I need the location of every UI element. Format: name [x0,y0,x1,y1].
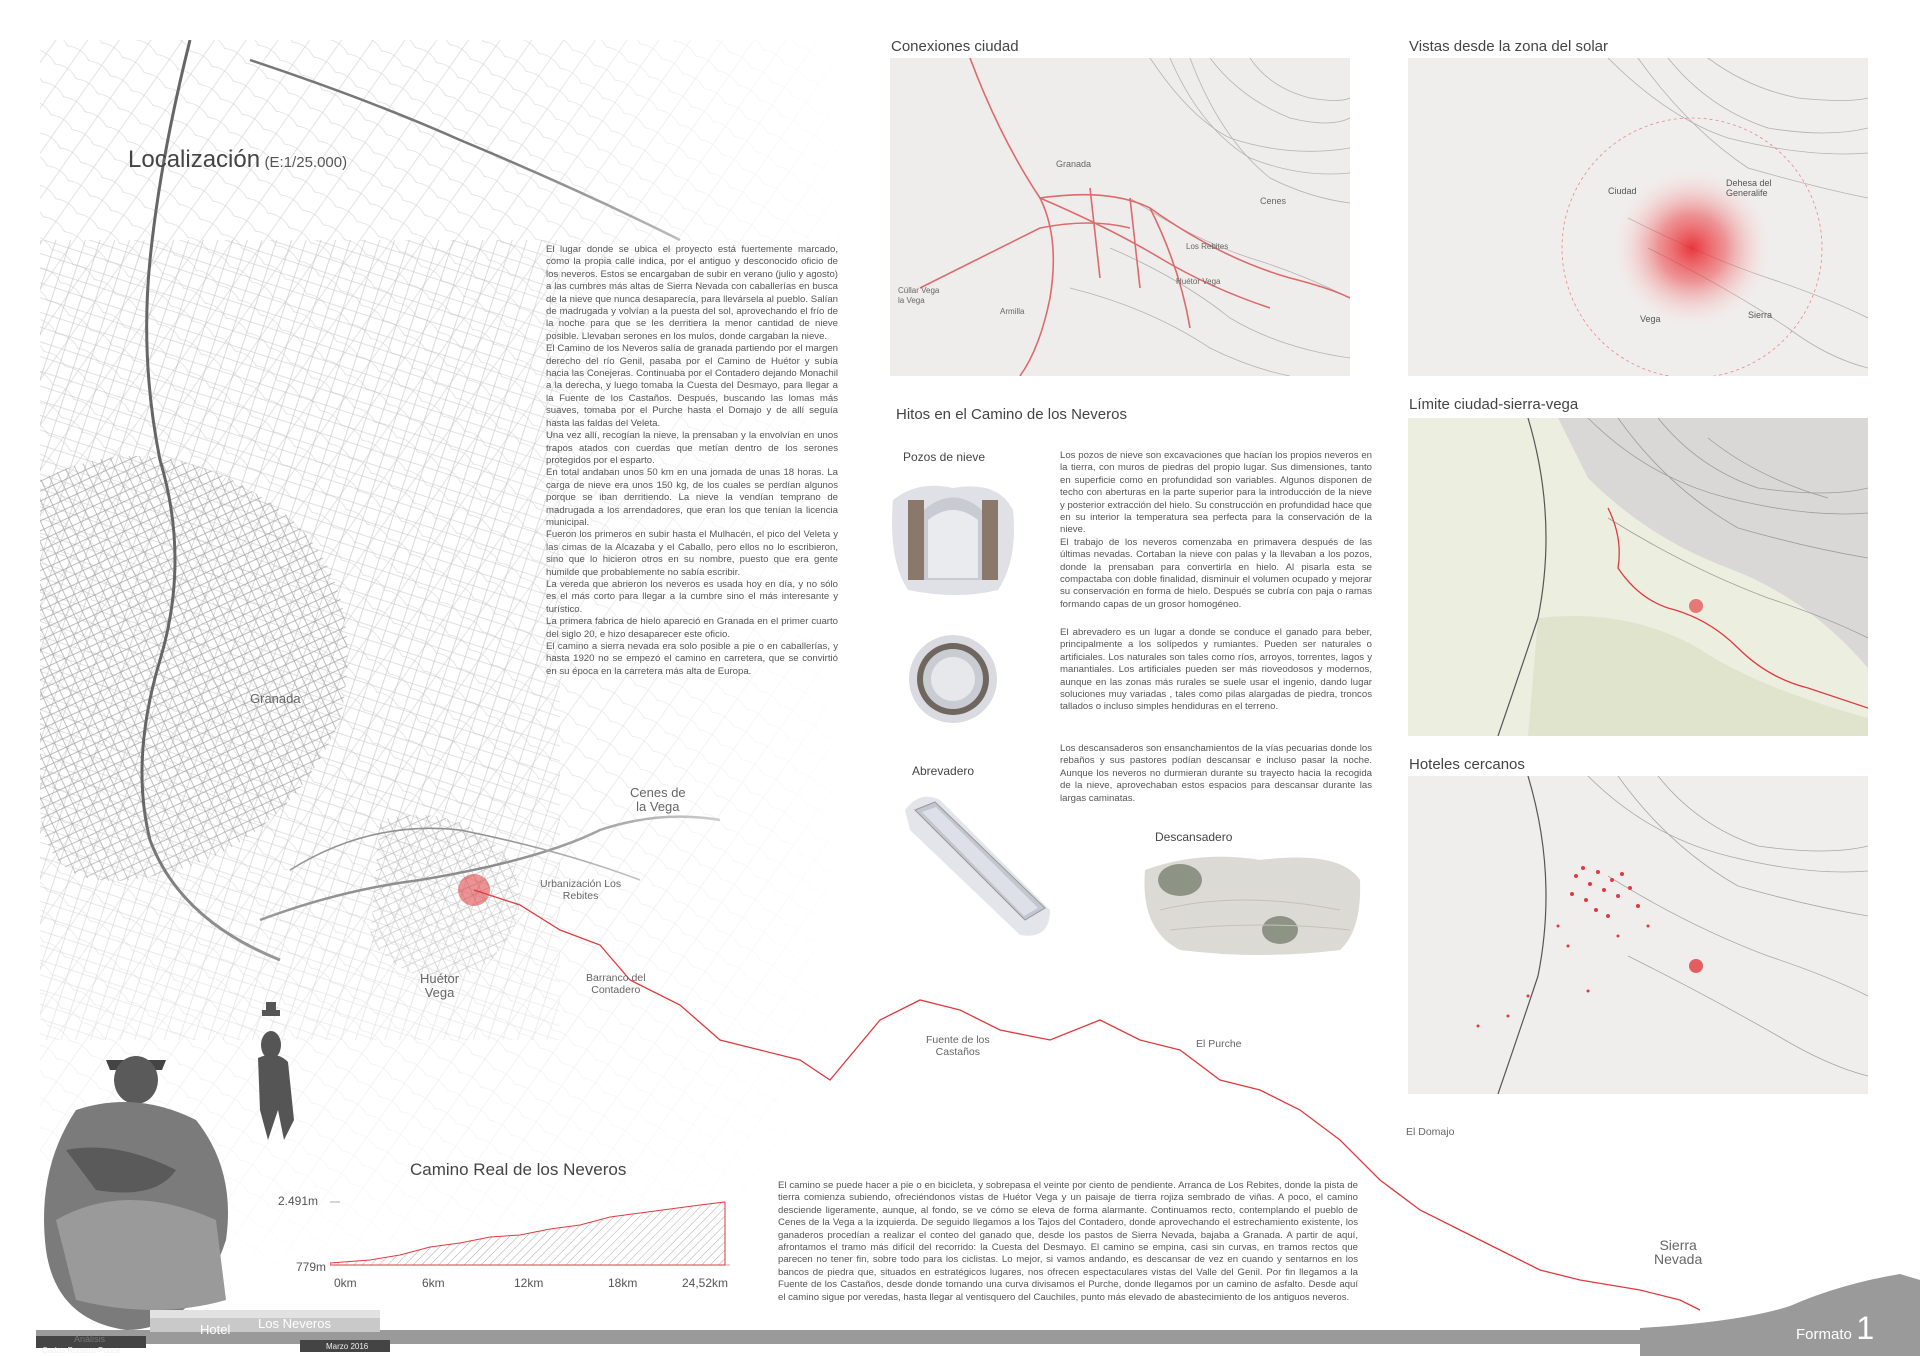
intro-text: El lugar donde se ubica el proyecto está fuertemente marcado, como la propia calle indica, por el antiguo y desconocido oficio de los neveros. Estos se encargaban de subir en verano (julio y agosto) a las cumbres más altas de Sierra Nevada con caballerías en busca de la nieve que nunca desaparecía, para llevársela al pueblo. Salían de madrugada y volvían a la puesta del sol, aprovechando el frío de la noche para que se les derritiera la menor cantidad de nieve posible. Llevaban serones en los mulos, donde cargaban la nieve. El Camino de los Neveros salía de granada partiendo por el margen derecho del río Genil, pasaba por el Camino de Huétor y subía hacia las Conejeras. Continuaba por el Contadero dejando Monachil a la derecha, y luego tomaba la Cuesta del Desmayo, para llegar a la Fuente de los Castaños. Después, buscando las lomas más suaves, tomaba por el Purche hasta el Domajo y de allí seguía hasta las faldas del Veleta. Una vez allí, recogían la nieve, la prensaban y la envolvían en unos trapos atados con cuerdas que metían dentro de los serones protegidos por el esparto. En total andaban unos 50 km en una jornada de unas 18 horas. La carga de nieve era unos 150 kg, de los cuales se perdían algunos porque se iban derritiendo. La nieve la vendían temprano de madrugada a los arrendadores, que eran los que tenían la licencia municipal. Fueron los primeros en subir hasta el Mulhacén, el pico del Veleta y las cimas de la Alcazaba y el Caballo, pero ellos no lo escribieron, sino que lo hicieron otros en su nombre, puesto que era gente humilde que probablemente no sabía escribir. La vereda que abrieron los neveros es usada hoy en día, y no sólo es el más corto para llegar a la cumbre sino el más interesante y turístico. La primera fabrica de hielo apareció en Granada en el primer cuarto del siglo 20, e hizo desaparecer este oficio. El camino a sierra nevada era solo posible a pie o en caballerías, y hasta 1920 no se empezó el camino en carretera, que se convirtió en su época en la carretera más alta de Europa. [546,244,838,677]
limite-map [1408,418,1868,736]
place-granada: Granada [250,691,301,706]
vistas-map [1408,58,1868,376]
descansadero-text: Los descansaderos son ensanchamientos de la vías pecuarias donde los rebaños y sus pastores podían descansar e incluso pasar la noche. Aunque los neveros no durmieran durante su trayecto hacia la recogida de la nieve, aprovechaban estos espacios para descansar durante las largas caminatas. [1060,743,1372,804]
title-scale: (E:1/25.000) [264,154,348,171]
abrevadero-label: Abrevadero [912,764,975,778]
hoteles-title: Hoteles cercanos [1409,756,1525,773]
place-fuente: Fuente de los Castaños [926,1034,990,1058]
place-sierra: Sierra Nevada [1654,1237,1703,1267]
place-cenes: Cenes de la Vega [630,785,686,814]
place-purche: El Purche [1196,1038,1242,1050]
pozos-label: Pozos de nieve [903,450,986,464]
profile-y-top: 2.491m [278,1194,319,1208]
profile-x-0: 0km [334,1276,357,1290]
route-text: El camino se puede hacer a pie o en bicicleta, y sobrepasa el veinte por ciento de pendiente. Arranca de Los Rebites, donde la pista de tierra comienza subiendo, ofreciéndonos vistas de Huétor Vega y un paisaje de tierra rojiza sembrado de viñas. A poco, el camino desciende ligeramente, aunque, al fondo, se ve cómo se eleva de forma alarmante. Continuamos recto, contemplando el pueblo de Cenes de la Vega a la izquierda. De seguido llegamos a los Tajos del Contadero, donde aprovechando el estrechamiento existente, los ganaderos procedían a realizar el conteo del ganado que, desde los pastos de Sierra Nevada, bajaba a Granada. A partir de aquí, afrontamos el tramo más difícil del recorrido: la Cuesta del Desmayo. El camino se empina, casi sin curvas, en tramos rectos que parecen no tener fin, sobre todo para los ciclistas. Lo mejor, si vamos andando, es descansar de vez en cuando y sentarnos en los bancos de piedra que, situados en estratégicos lugares, nos ofrecen espectaculares vistas del Valle del Genil. Por fin llegamos a la Fuente de los Castaños, desde donde tomando una curva divisamos el Purche, donde llegamos por un camino de asfalto. Desde aquí el camino sigue por veredas, hasta llegar al ventisquero del Cauchiles, punto más elevado de abastecimiento de los antiguos neveros. [778,1180,1358,1303]
vistas-title: Vistas desde la zona del solar [1409,38,1609,55]
conexiones-map [890,58,1350,376]
profile-chart [330,1195,730,1275]
place-domajo: El Domajo [1406,1126,1455,1138]
descansadero-label: Descansadero [1155,830,1233,844]
pozos-text: Los pozos de nieve son excavaciones que hacían los propios neveros en la tierra, con muros de piedras del propio lugar. Sus dimensiones, tanto en superficie como en profundidad son variables. Algunos disponen de techo con aberturas en la parte superior para la introducción de la nieve y posterior extracción del hielo. Su construcción en profundidad hace que en su interior la temperatura sea perfecta para la conservación de la nieve. El trabajo de los neveros comenzaba en primavera después de las últimas nevadas. Cortaban la nieve con palas y la llevaban a los pozos, donde la prensaban para convertirla en hielo. Al pisarla esta se compactaba con doble finalidad, disminuir el volumen ocupado y mejorar su conservación en forma de hielo. Después se cubría con paja o ramas formando capas de un grosor homogéneo. [1060,450,1372,610]
pozo-section-illustration [888,480,1018,600]
profile-y-bottom: 779m [296,1260,327,1274]
profile-x-1: 6km [422,1276,445,1290]
vis-dehesa: Dehesa del Generalife [1726,178,1772,198]
abrevadero-text: El abrevadero es un lugar a donde se conduce el ganado para beber, principalmente a los solípedos y rumiantes. Pueden ser naturales o artificiales. Los naturales son tales como ríos, arroyos, torrentes, lagos y manantiales. Los artificiales pueden ser más rioveodosos y modernos, aunque en las zonas más rurales se suele usar el ingenio, dando lugar soluciones muy variadas , tales como pilas alargadas de piedra, troncos tallados o incluso simples hendiduras en el terreno. [1060,627,1372,713]
profile-x-3: 18km [608,1276,638,1290]
vis-ciudad: Ciudad [1608,186,1637,196]
con-armilla: Armilla [1000,307,1025,316]
place-huetor: Huétor Vega [420,971,460,1000]
footer-date: Marzo 2016 [326,1342,369,1351]
descansadero-illustration [1140,850,1362,960]
footer-author: Carlos Romero Ponce [42,1346,121,1355]
footer-hotel-a: Hotel [200,1322,231,1337]
title-main: Localización [128,146,261,173]
vis-vega: Vega [1640,314,1661,324]
limite-title: Límite ciudad-sierra-vega [1409,396,1579,413]
place-barranco: Barranco del Contadero [586,972,646,996]
con-huetor: Huétor Vega [1176,277,1221,286]
hitos-title: Hitos en el Camino de los Neveros [896,406,1127,423]
footer-analisis: Análisis [74,1334,106,1344]
con-cullar: Cúllar Vega la Vega [898,286,940,305]
con-rebites: Los Rebites [1186,242,1229,251]
formato-number: 1 [1856,1310,1875,1346]
profile-x-4: 24,52km [682,1276,729,1290]
profile-title: Camino Real de los Neveros [410,1160,627,1179]
con-cenes: Cenes [1260,196,1287,206]
formato-label: Formato [1796,1326,1852,1343]
elevation-profile [330,1202,725,1265]
vis-sierra: Sierra [1748,310,1773,320]
hoteles-map [1408,776,1868,1094]
footer-band [0,1270,1920,1356]
con-granada: Granada [1056,159,1092,169]
abrevadero-illustration [900,790,1060,940]
conexiones-title: Conexiones ciudad [891,38,1019,55]
footer-formato [1796,1310,1874,1347]
footer-hotel-b: Los Neveros [258,1316,331,1331]
place-rebites: Urbanización Los Rebites [540,878,622,902]
pozo-plan-illustration [906,632,1000,726]
profile-x-2: 12km [514,1276,544,1290]
page-title [128,146,347,174]
